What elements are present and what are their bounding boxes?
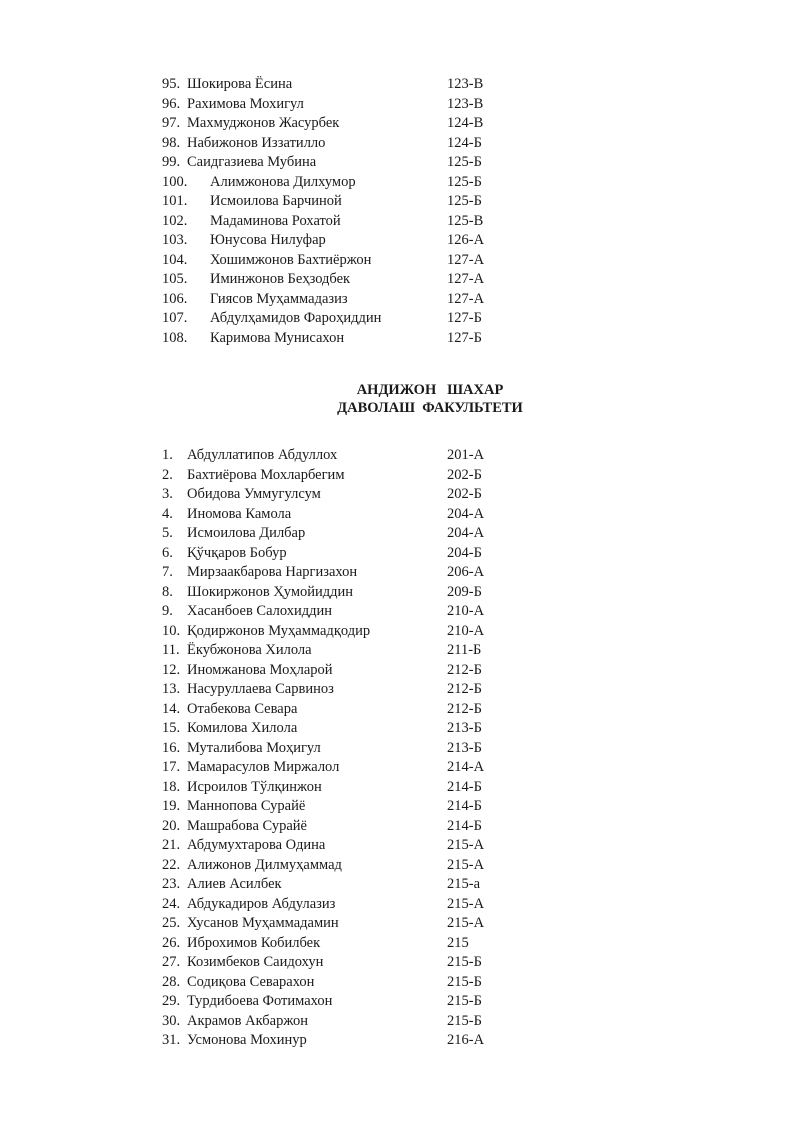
list-item bbox=[0, 153, 800, 173]
list-item bbox=[0, 1012, 800, 1032]
group-code: 125-Б bbox=[447, 193, 482, 209]
student-name: Исмоилова Дилбар bbox=[187, 525, 306, 541]
group-code: 204-А bbox=[447, 505, 485, 522]
student-name: Муталибова Моҳигул bbox=[187, 739, 321, 756]
list-item bbox=[0, 505, 800, 525]
list-item bbox=[0, 875, 800, 895]
group-code: 212-Б bbox=[447, 700, 482, 717]
item-number: 30. bbox=[162, 1012, 181, 1029]
group-code: 204-Б bbox=[447, 544, 482, 561]
group-code: 211-Б bbox=[447, 642, 482, 658]
group-code: 202-Б bbox=[447, 486, 482, 502]
item-number: 11. bbox=[162, 642, 180, 658]
item-number: 25. bbox=[162, 915, 181, 931]
group-code: 201-А bbox=[447, 447, 485, 463]
list-item bbox=[0, 778, 800, 798]
item-number: 102. bbox=[162, 212, 188, 229]
list-item bbox=[0, 212, 800, 232]
student-name: Козимбеков Саидохун bbox=[187, 954, 324, 970]
group-code: 215-А bbox=[447, 837, 485, 853]
student-name: Содиқова Севарахон bbox=[187, 973, 315, 990]
item-number: 27. bbox=[162, 954, 181, 970]
student-name: Комилова Хилола bbox=[187, 720, 298, 736]
list-item bbox=[0, 134, 800, 154]
list-item bbox=[0, 524, 800, 544]
student-name: Шокиржонов Ҳумойиддин bbox=[187, 583, 354, 600]
item-number: 12. bbox=[162, 661, 181, 678]
group-code: 214-Б bbox=[447, 798, 482, 814]
group-code: 127-А bbox=[447, 290, 485, 307]
student-name: Алимжонова Дилхумор bbox=[210, 173, 356, 190]
item-number: 105. bbox=[162, 271, 188, 287]
item-number: 101. bbox=[162, 193, 188, 209]
item-number: 99. bbox=[162, 154, 181, 170]
student-name: Акрамов Акбаржон bbox=[187, 1012, 308, 1029]
group-code: 127-Б bbox=[447, 310, 482, 326]
group-code: 215-А bbox=[447, 895, 485, 912]
student-name: Отабекова Севара bbox=[187, 700, 298, 717]
list-item bbox=[0, 544, 800, 564]
list-item bbox=[0, 602, 800, 622]
list-item bbox=[0, 680, 800, 700]
item-number: 16. bbox=[162, 739, 181, 756]
item-number: 1. bbox=[162, 447, 173, 463]
group-code: 214-А bbox=[447, 759, 485, 775]
list-item bbox=[0, 173, 800, 193]
item-number: 7. bbox=[162, 564, 173, 580]
list-item bbox=[0, 700, 800, 720]
group-code: 126-А bbox=[447, 232, 485, 248]
item-number: 22. bbox=[162, 856, 181, 873]
item-number: 28. bbox=[162, 973, 181, 990]
list-item bbox=[0, 641, 800, 661]
list-item bbox=[0, 914, 800, 934]
item-number: 100. bbox=[162, 173, 188, 190]
student-name: Мирзаакбарова Наргизахон bbox=[187, 564, 358, 580]
item-number: 15. bbox=[162, 720, 181, 736]
student-name: Махмуджонов Жасурбек bbox=[187, 115, 340, 131]
group-code: 123-В bbox=[447, 95, 484, 112]
group-code: 210-А bbox=[447, 622, 485, 639]
item-number: 29. bbox=[162, 993, 181, 1009]
student-name: Абдуллатипов Абдуллох bbox=[187, 447, 338, 463]
item-number: 21. bbox=[162, 837, 181, 853]
group-code: 124-Б bbox=[447, 134, 482, 151]
item-number: 24. bbox=[162, 895, 181, 912]
item-number: 96. bbox=[162, 95, 181, 112]
student-name: Исмоилова Барчиной bbox=[210, 193, 342, 209]
list-item bbox=[0, 934, 800, 954]
group-code: 215-А bbox=[447, 856, 485, 873]
item-number: 26. bbox=[162, 934, 181, 951]
list-item bbox=[0, 817, 800, 837]
group-code: 212-Б bbox=[447, 661, 482, 678]
list-item bbox=[0, 739, 800, 759]
list-item bbox=[0, 856, 800, 876]
student-list-faculty bbox=[0, 446, 800, 1051]
student-name: Иномова Камола bbox=[187, 505, 292, 522]
student-name: Қодиржонов Муҳаммадқодир bbox=[187, 622, 371, 639]
item-number: 17. bbox=[162, 759, 181, 775]
item-number: 107. bbox=[162, 310, 188, 326]
item-number: 20. bbox=[162, 817, 181, 834]
group-code: 212-Б bbox=[447, 681, 482, 697]
section-heading-city: АНДИЖОН ШАХАР bbox=[356, 382, 504, 398]
item-number: 14. bbox=[162, 700, 181, 717]
student-name: Хошимжонов Бахтиёржон bbox=[210, 251, 372, 268]
section-heading-faculty: ДАВОЛАШ ФАКУЛЬТЕТИ bbox=[337, 400, 523, 416]
item-number: 108. bbox=[162, 329, 188, 346]
item-number: 8. bbox=[162, 583, 173, 600]
group-code: 215-А bbox=[447, 915, 485, 931]
student-name: Исроилов Тўлқинжон bbox=[187, 778, 322, 795]
student-name: Гиясов Муҳаммадазиз bbox=[210, 290, 348, 307]
student-name: Насуруллаева Сарвиноз bbox=[187, 681, 334, 697]
group-code: 125-Б bbox=[447, 173, 482, 190]
item-number: 10. bbox=[162, 622, 181, 639]
student-name: Усмонова Мохинур bbox=[187, 1032, 307, 1048]
group-code: 124-В bbox=[447, 115, 484, 131]
group-code: 125-Б bbox=[447, 154, 482, 170]
list-item bbox=[0, 114, 800, 134]
student-name: Рахимова Мохигул bbox=[187, 95, 304, 112]
list-item bbox=[0, 192, 800, 212]
student-name: Абдукадиров Абдулазиз bbox=[187, 895, 336, 912]
student-name: Шокирова Ёсина bbox=[187, 76, 293, 92]
list-item bbox=[0, 895, 800, 915]
student-name: Обидова Уммугулсум bbox=[187, 486, 321, 502]
student-name: Хасанбоев Салохиддин bbox=[187, 603, 333, 619]
student-name: Мадаминова Рохатой bbox=[210, 212, 341, 229]
student-name: Набижонов Иззатилло bbox=[187, 134, 326, 151]
group-code: 215 bbox=[447, 934, 469, 951]
item-number: 104. bbox=[162, 251, 188, 268]
list-item bbox=[0, 95, 800, 115]
list-item bbox=[0, 583, 800, 603]
student-name: Юнусова Нилуфар bbox=[210, 232, 326, 248]
list-item bbox=[0, 836, 800, 856]
group-code: 127-А bbox=[447, 251, 485, 268]
list-item bbox=[0, 446, 800, 466]
list-item bbox=[0, 270, 800, 290]
list-item bbox=[0, 953, 800, 973]
group-code: 202-Б bbox=[447, 466, 482, 483]
student-name: Машрабова Сурайё bbox=[187, 817, 307, 834]
student-name: Иномжанова Моҳларой bbox=[187, 661, 333, 678]
item-number: 9. bbox=[162, 603, 173, 619]
group-code: 216-А bbox=[447, 1032, 485, 1048]
group-code: 214-Б bbox=[447, 778, 482, 795]
list-item bbox=[0, 661, 800, 681]
group-code: 204-А bbox=[447, 525, 485, 541]
student-name: Саидгазиева Мубина bbox=[187, 154, 317, 170]
item-number: 2. bbox=[162, 466, 173, 483]
item-number: 18. bbox=[162, 778, 181, 795]
student-name: Маннопова Сурайё bbox=[187, 798, 306, 814]
group-code: 213-Б bbox=[447, 720, 482, 736]
item-number: 98. bbox=[162, 134, 181, 151]
list-item bbox=[0, 973, 800, 993]
group-code: 215-а bbox=[447, 876, 481, 892]
group-code: 206-А bbox=[447, 564, 485, 580]
list-item bbox=[0, 719, 800, 739]
item-number: 13. bbox=[162, 681, 181, 697]
group-code: 215-Б bbox=[447, 954, 482, 970]
item-number: 23. bbox=[162, 876, 181, 892]
student-name: Абдулҳамидов Фароҳиддин bbox=[210, 310, 382, 326]
student-name: Иминжонов Беҳзодбек bbox=[210, 271, 351, 287]
list-item bbox=[0, 290, 800, 310]
group-code: 214-Б bbox=[447, 817, 482, 834]
list-item bbox=[0, 485, 800, 505]
item-number: 3. bbox=[162, 486, 173, 502]
student-name: Қўчқаров Бобур bbox=[187, 544, 287, 561]
student-name: Турдибоева Фотимахон bbox=[187, 993, 333, 1009]
list-item bbox=[0, 797, 800, 817]
item-number: 106. bbox=[162, 290, 188, 307]
list-item bbox=[0, 622, 800, 642]
student-name: Мамарасулов Миржалол bbox=[187, 759, 340, 775]
item-number: 6. bbox=[162, 544, 173, 561]
group-code: 215-Б bbox=[447, 973, 482, 990]
item-number: 19. bbox=[162, 798, 181, 814]
list-item bbox=[0, 309, 800, 329]
item-number: 95. bbox=[162, 76, 181, 92]
student-name: Абдумухтарова Одина bbox=[187, 837, 326, 853]
student-name: Алиев Асилбек bbox=[187, 876, 282, 892]
list-item bbox=[0, 231, 800, 251]
group-code: 213-Б bbox=[447, 739, 482, 756]
student-list-continued bbox=[0, 75, 800, 348]
group-code: 127-Б bbox=[447, 329, 482, 346]
item-number: 103. bbox=[162, 232, 188, 248]
list-item bbox=[0, 329, 800, 349]
list-item bbox=[0, 563, 800, 583]
item-number: 4. bbox=[162, 505, 173, 522]
student-name: Алижонов Дилмуҳаммад bbox=[187, 856, 342, 873]
list-item bbox=[0, 1031, 800, 1051]
item-number: 97. bbox=[162, 115, 181, 131]
list-item bbox=[0, 251, 800, 271]
item-number: 31. bbox=[162, 1032, 181, 1048]
group-code: 125-В bbox=[447, 212, 484, 229]
student-name: Хусанов Муҳаммадамин bbox=[187, 915, 339, 931]
student-name: Бахтиёрова Мохларбегим bbox=[187, 466, 345, 483]
list-item bbox=[0, 992, 800, 1012]
student-name: Ёкубжонова Хилола bbox=[187, 642, 312, 658]
student-name: Иброхимов Кобилбек bbox=[187, 934, 321, 951]
group-code: 123-В bbox=[447, 76, 484, 92]
list-item bbox=[0, 75, 800, 95]
list-item bbox=[0, 466, 800, 486]
group-code: 209-Б bbox=[447, 583, 482, 600]
student-name: Каримова Мунисахон bbox=[210, 329, 345, 346]
group-code: 210-А bbox=[447, 603, 485, 619]
group-code: 215-Б bbox=[447, 993, 482, 1009]
group-code: 215-Б bbox=[447, 1012, 482, 1029]
group-code: 127-А bbox=[447, 271, 485, 287]
list-item bbox=[0, 758, 800, 778]
item-number: 5. bbox=[162, 525, 173, 541]
